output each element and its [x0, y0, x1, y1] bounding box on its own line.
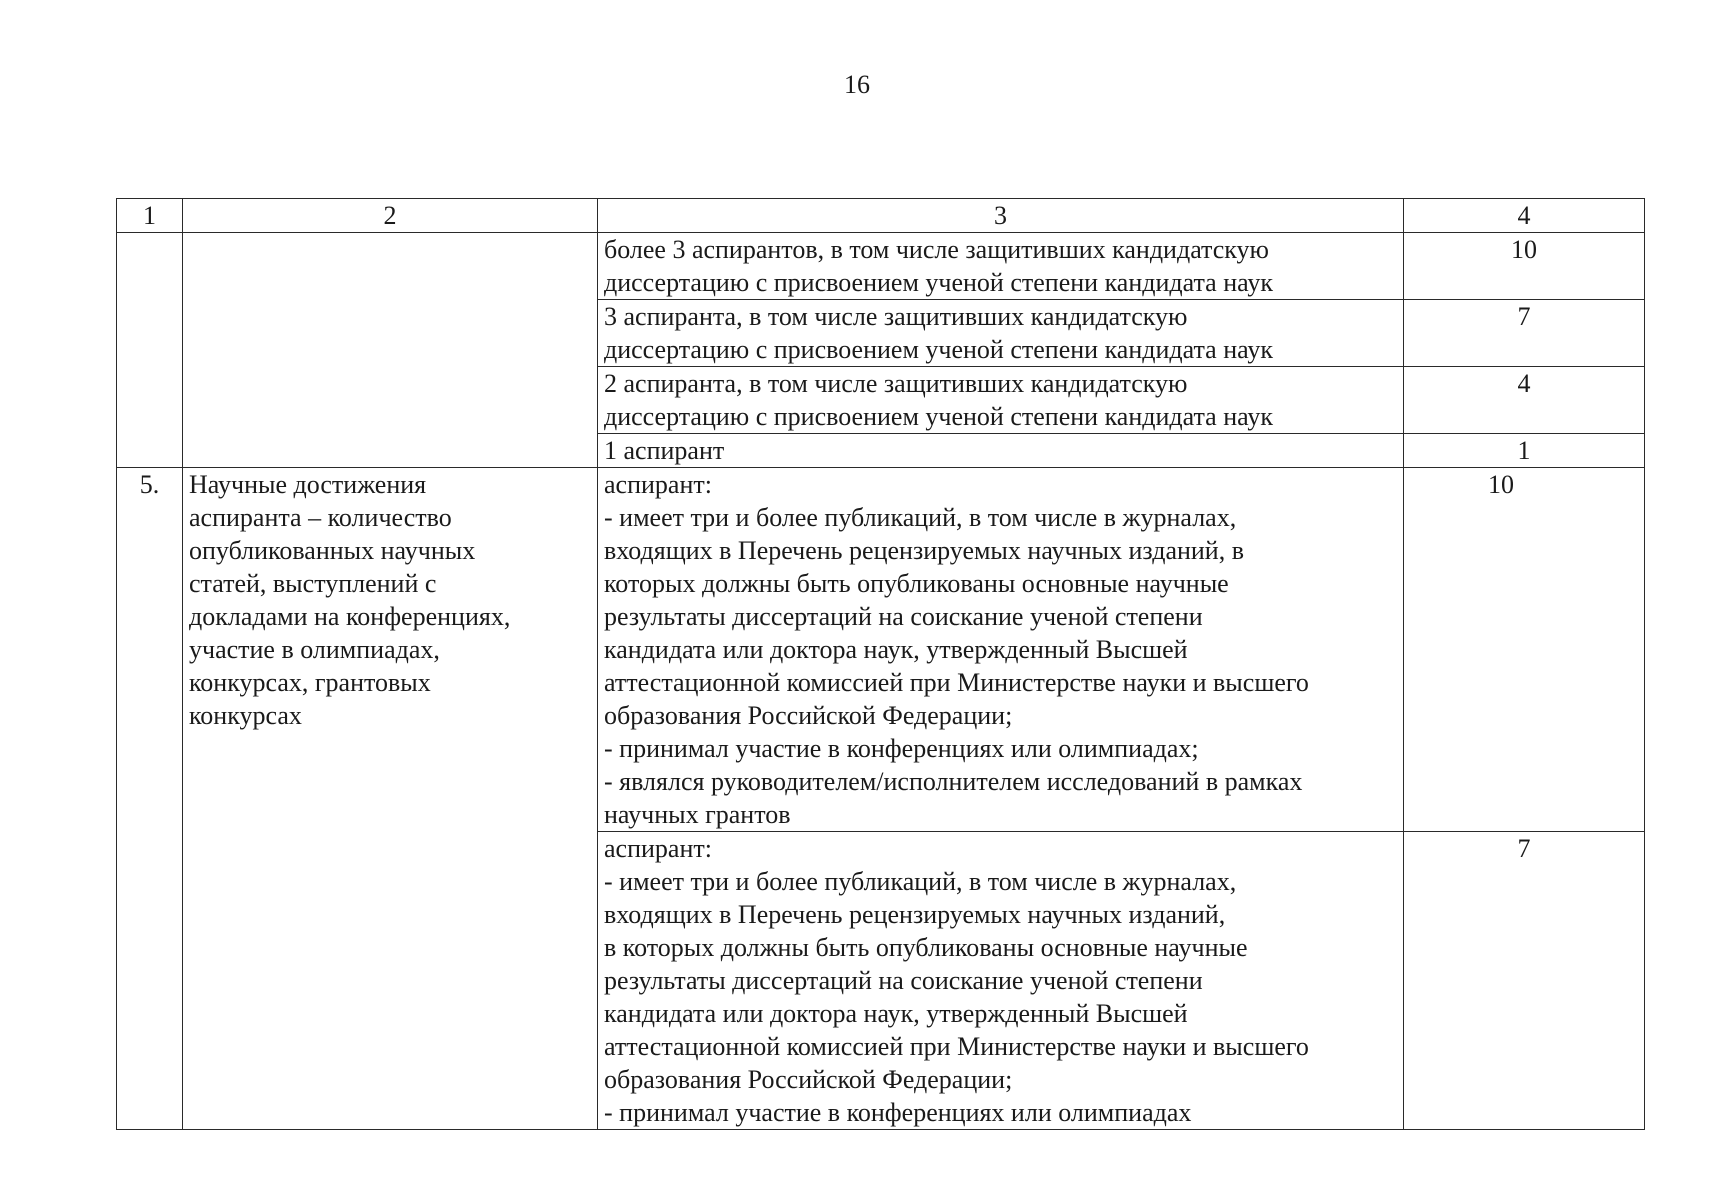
row-description: 2 аспиранта, в том числе защитивших кандидатскую диссертацию с присвоением ученой степени кандидата наук — [598, 367, 1404, 434]
row-description: более 3 аспирантов, в том числе защитивших кандидатскую диссертацию с присвоением ученой степени кандидата наук — [598, 233, 1404, 300]
row-description: аспирант: - имеет три и более публикаций, в том числе в журналах, входящих в Перечень рецензируемых научных изданий, в которых должны быть опубликованы основные научные результаты диссертаций на соискание ученой степени кандидата или доктора наук, утвержденный Высшей аттестационной комиссией при Министерстве науки и высшего образования Российской Федерации; - принимал участие в конференциях или олимпиадах; - являлся руководителем/исполнителем исследований в рамках научных грантов — [598, 468, 1404, 832]
header-col-4: 4 — [1404, 199, 1645, 233]
row-description: 3 аспиранта, в том числе защитивших кандидатскую диссертацию с присвоением ученой степени кандидата наук — [598, 300, 1404, 367]
table-row — [117, 233, 1645, 300]
row-points: 10 — [1404, 468, 1645, 832]
row-points: 7 — [1404, 832, 1645, 1130]
row-points: 1 — [1404, 434, 1645, 468]
criterion-cell — [183, 233, 598, 468]
row-points: 10 — [1404, 233, 1645, 300]
row-description: 1 аспирант — [598, 434, 1404, 468]
criterion-cell: Научные достижения аспиранта – количество опубликованных научных статей, выступлений с докладами на конференциях, участие в олимпиадах, конкурсах, грантовых конкурсах — [183, 468, 598, 1130]
header-col-1: 1 — [117, 199, 183, 233]
page-number: 16 — [844, 70, 870, 99]
table-header-row — [117, 199, 1645, 233]
header-col-3: 3 — [598, 199, 1404, 233]
table-row — [117, 468, 1645, 832]
row-description: аспирант: - имеет три и более публикаций, в том числе в журналах, входящих в Перечень рецензируемых научных изданий, в которых должны быть опубликованы основные научные результаты диссертаций на соискание ученой степени кандидата или доктора наук, утвержденный Высшей аттестационной комиссией при Министерстве науки и высшего образования Российской Федерации; - принимал участие в конференциях или олимпиадах — [598, 832, 1404, 1130]
row-points: 7 — [1404, 300, 1645, 367]
row-number-cell — [117, 233, 183, 468]
criteria-table — [116, 198, 1645, 1130]
header-col-2: 2 — [183, 199, 598, 233]
row-number-cell: 5. — [117, 468, 183, 1130]
row-points: 4 — [1404, 367, 1645, 434]
